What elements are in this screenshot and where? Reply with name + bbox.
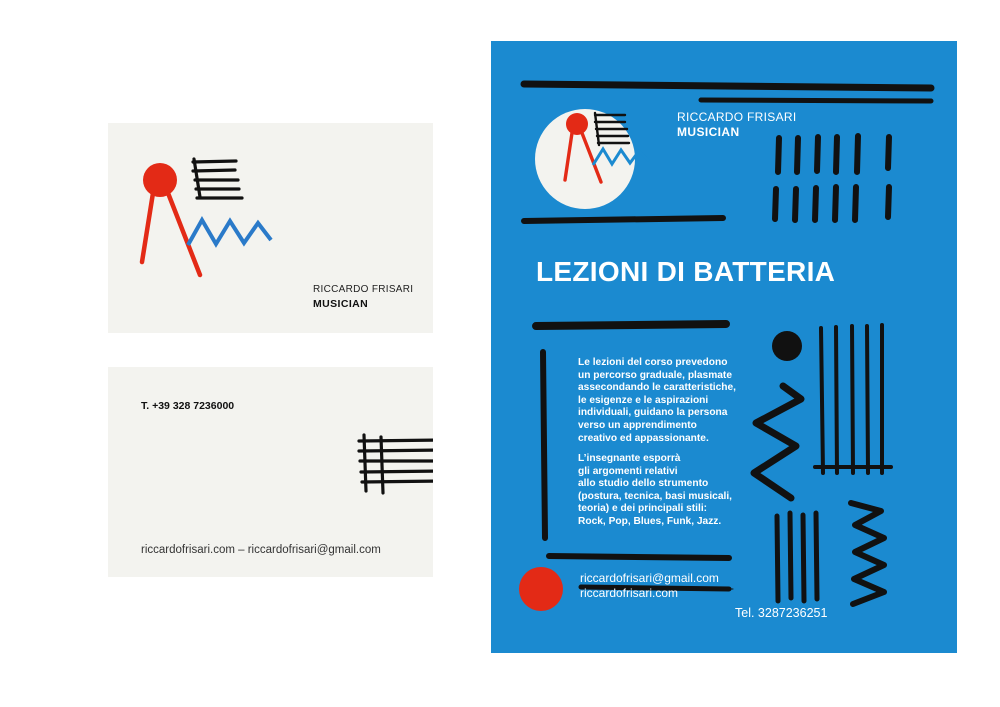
paragraph-line: verso un apprendimento [578, 419, 697, 431]
poster-title: LEZIONI DI BATTERIA [536, 256, 836, 287]
paragraph-line: L’insegnante esporrà [578, 453, 681, 464]
drum-stick-staff-logo-icon [108, 123, 433, 333]
paragraph-line: allo studio dello strumento [578, 478, 709, 490]
poster-role: MUSICIAN [677, 125, 740, 139]
poster-phone: Tel. 3287236251 [735, 606, 828, 620]
poster-email: riccardofrisari@gmail.com [580, 571, 719, 585]
poster-contacts [580, 571, 719, 601]
business-card-back [108, 367, 433, 577]
paragraph-line: creativo ed appassionante. [578, 432, 709, 444]
poster-name: RICCARDO FRISARI [677, 110, 797, 124]
paragraph-line: assecondando le caratteristiche, [578, 382, 736, 394]
paragraph-line: teoria) e dei principali stili: [578, 503, 708, 515]
business-card-front [108, 123, 433, 333]
staff-lines-icon [353, 431, 433, 501]
paragraph-line: Rock, Pop, Blues, Funk, Jazz. [578, 515, 722, 527]
card-role: MUSICIAN [313, 298, 369, 310]
card-name: RICCARDO FRISARI [313, 284, 414, 295]
paragraph-line: le esigenze e le aspirazioni [578, 394, 709, 406]
card-web-email: riccardofrisari.com – riccardofrisari@gmail.com [141, 544, 381, 556]
card-phone: T. +39 328 7236000 [141, 400, 235, 412]
paragraph-line: Le lezioni del corso prevedono [578, 357, 728, 368]
paragraph-line: un percorso graduale, plasmate [578, 369, 732, 381]
paragraph-line: gli argomenti relativi [578, 465, 678, 477]
lesson-poster [491, 41, 957, 653]
poster-paragraph-2 [578, 453, 732, 529]
poster-paragraph-1 [578, 357, 736, 445]
poster-website: riccardofrisari.com [580, 586, 679, 600]
paragraph-line: (postura, tecnica, basi musicali, [578, 490, 732, 502]
paragraph-line: individuali, guidano la persona [578, 407, 728, 419]
